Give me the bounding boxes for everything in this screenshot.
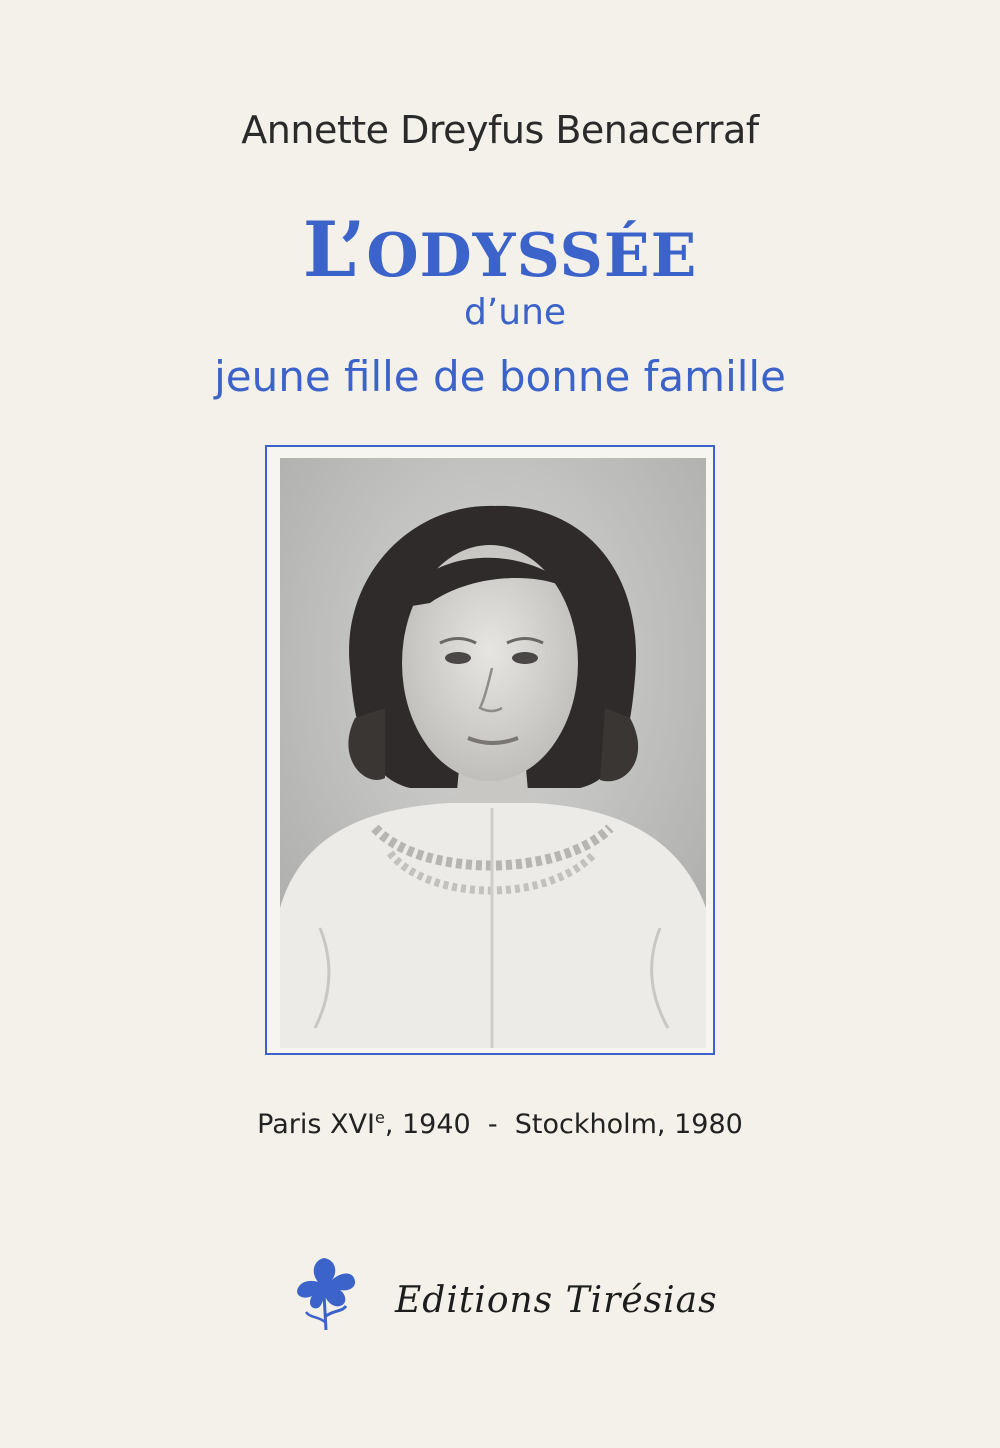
title-prefix: L’ [302,205,367,294]
subtitle-line-2: jeune fille de bonne famille [214,352,786,401]
portrait-photo-icon [280,458,706,1048]
dates-part1: Paris XVI [257,1109,375,1140]
publisher-block [290,1250,718,1340]
portrait-photo [280,458,706,1048]
iris-flower-icon [290,1250,360,1332]
dates-part2: , 1940 - Stockholm, 1980 [384,1109,743,1140]
author-name: Annette Dreyfus Benacerraf [241,108,759,152]
dates-superscript: e [374,1108,385,1127]
title-rest: ODYSSÉE [366,221,698,291]
dates-line [0,1108,1000,1140]
publisher-name: Editions Tirésias [395,1280,718,1321]
subtitle-line-1: d’une [463,292,567,333]
book-title [0,205,1000,294]
